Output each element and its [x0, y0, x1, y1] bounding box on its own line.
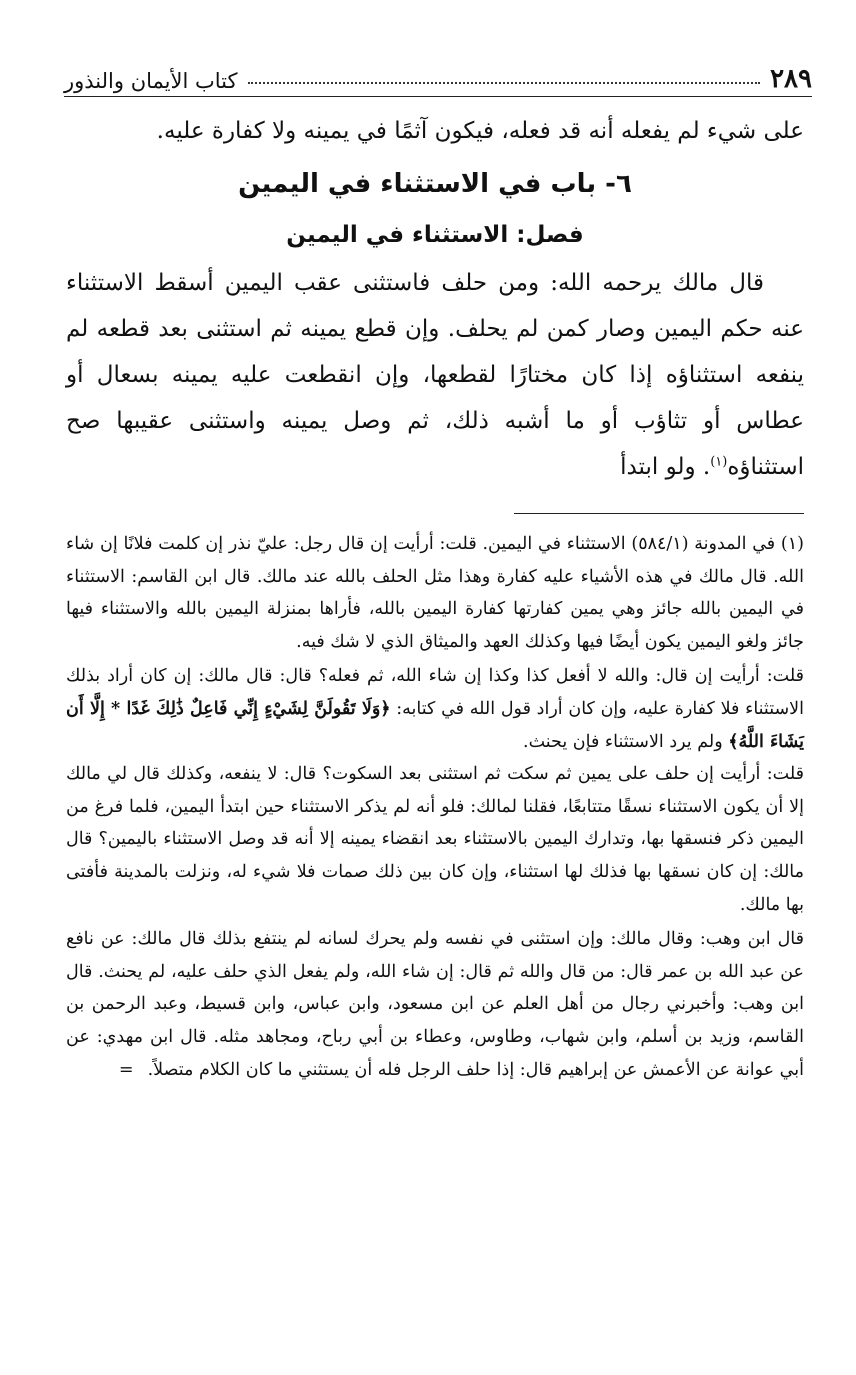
footnote-1b-end: ولم يرد الاستثناء فإن يحنث. [523, 731, 729, 752]
chapter-title: ٦- باب في الاستثناء في اليمين [238, 169, 632, 199]
footnote-1d [66, 923, 804, 1086]
footnote-1c: قلت: أرأيت إن حلف على يمين ثم سكت ثم استثنى بعد السكوت؟ قال: لا ينفعه، وكذلك قال لي مالك إلا أن يكون الاستثناء نسقًا متتابعًا، فقلنا لمالك: فلو أنه لم يذكر الاستثناء حين ابتدأ اليمين، فلما فرغ من اليمين ذكر فنسقها بها، وتدارك اليمين بالاستثناء بعد انقضاء يمينه إلا أنه قد وصل الاستثناء باليمين؟ قال مالك: إن كان نسقها بها فذلك لها استثناء، وإن كان بين ذلك صمات فلا شيء له، ونزلت بالمدينة فأفتى بها مالك. [66, 764, 804, 915]
footnote-1a: (١) في المدونة (٥٨٤/١) الاستثناء في اليمين. قلت: أرأيت إن قال رجل: عليّ نذر إن كلمت فلانًا إن شاء الله. قال مالك في هذه الأشياء عليه كفارة وهذا مثل الحلف بالله عند مالك. قال ابن القاسم: الاستثناء في اليمين بالله جائز وهي يمين كفارتها كفارة اليمين بالله، فأراها بمنزلة اليمين بالله والاستثناء فيها جائز ولغو اليمين يكون أيضًا فيها وكذلك العهد والميثاق الذي لا شك فيه. [66, 534, 804, 652]
quran-verse: ﴿وَلَا تَقُولَنَّ لِشَيْءٍ إِنِّي فَاعِلٌ ذَٰلِكَ غَدًا * إِلَّا أَن يَشَاءَ اللَّهُ﴾ [66, 698, 804, 752]
footnote-1b [66, 660, 804, 758]
paragraph-tail: . ولو ابتدأ [620, 454, 711, 480]
footnote-reference[interactable]: (١) [710, 454, 728, 470]
footnote-1d-text: قال ابن وهب: وقال مالك: وإن استثنى في نفسه ولم يحرك لسانه لم ينتفع بذلك قال مالك: عن نافع عن عبد الله بن عمر قال: من قال والله ثم قال: إن شاء الله، ولم يفعل الذي حلف عليه، لم يحنث. قال ابن وهب: وأخبرني رجال من أهل العلم عن ابن مسعود، وابن عباس، وابن قسيط، وعبد الرحمن بن القاسم، وزيد بن أسلم، وابن شهاب، وطاوس، وعطاء بن أبي رباح، ومجاهد مثله. قال ابن مهدي: عن أبي عوانة عن الأعمش عن إبراهيم قال: إذا حلف الرجل فله أن يستثني ما كان الكلام متصلاً. [66, 929, 804, 1080]
paragraph-body: قال مالك يرحمه الله: ومن حلف فاستثنى عقب اليمين أسقط الاستثناء عنه حكم اليمين وصار كمن لم يحلف. وإن قطع يمينه ثم استثنى بعد قطعه لم ينفعه استثناؤه إذا كان مختارًا لقطعها، وإن انقطعت عليه يمينه بسعال أو عطاس أو تثاؤب أو ما أشبه ذلك، ثم وصل يمينه واستثنى عقيبها صح استثناؤه [66, 270, 804, 480]
continuation-mark: = [118, 1059, 134, 1080]
header-dotted-leader [248, 82, 761, 84]
footnote-separator [514, 513, 804, 514]
section-title: فصل: الاستثناء في اليمين [286, 222, 584, 248]
footnote-1b-start: قلت: أرأيت إن قال: والله لا أفعل كذا وكذا إن شاء الله، ثم فعله؟ قال: قال مالك: إن كان أراد بذلك الاستثناء فلا كفارة عليه، وإن كان أراد قول الله في كتابه: [66, 666, 805, 719]
footnotes [66, 528, 804, 1086]
running-title: كتاب الأيمان والنذور [64, 69, 238, 93]
intro-line: على شيء لم يفعله أنه قد فعله، فيكون آثمًا في يمينه ولا كفارة عليه. [156, 118, 804, 144]
page-number: ٢٨٩ [770, 64, 812, 94]
main-text [66, 108, 804, 490]
paragraph [66, 260, 804, 490]
page-header [64, 58, 812, 97]
